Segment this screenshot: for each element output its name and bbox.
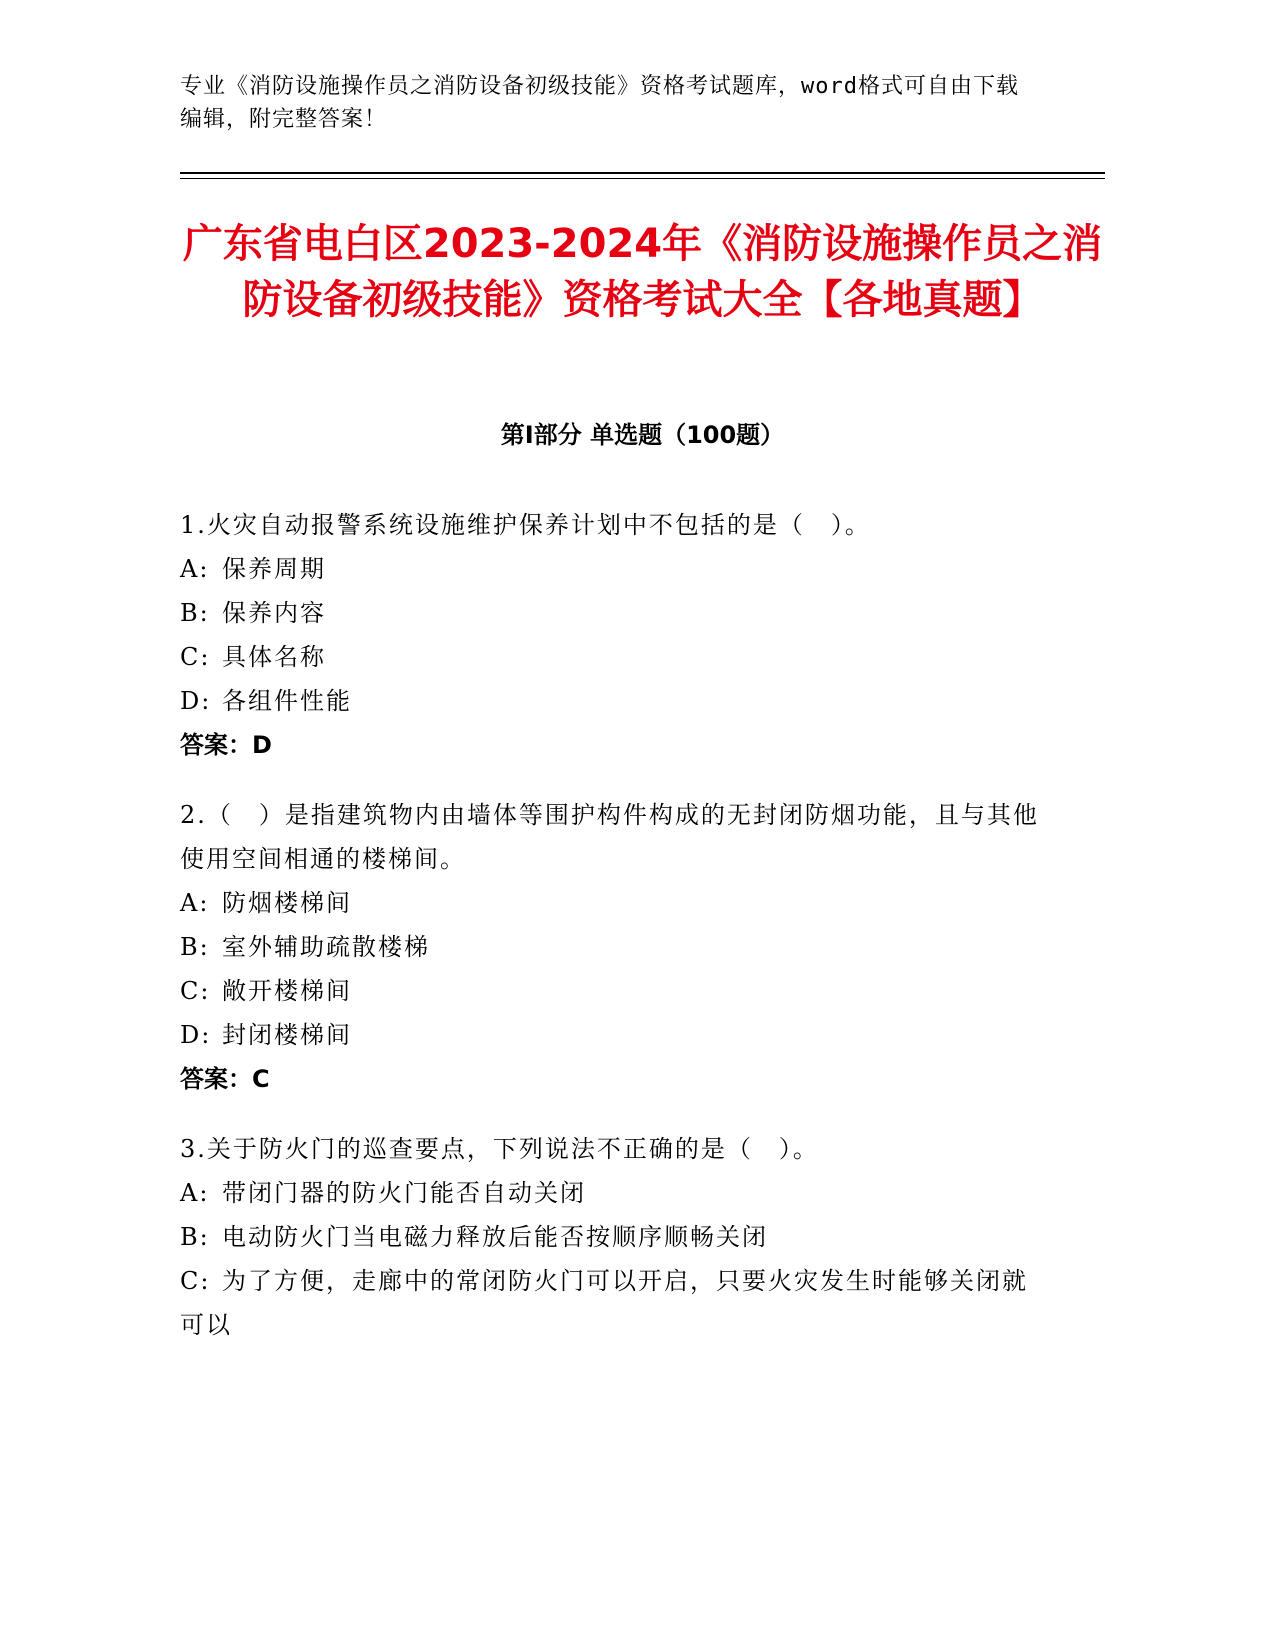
option-b [180,591,1040,635]
option-text: 室外辅助疏散楼梯 [222,933,430,961]
option-d [180,1013,1040,1057]
option-d [180,679,1040,723]
question-stem: 2.（ ）是指建筑物内由墙体等围护构件构成的无封闭防烟功能，且与其他使用空间相通的楼梯间。 [180,801,1039,873]
option-text: 保养内容 [222,599,326,627]
answer-line: 答案：D [180,731,272,759]
option-text: 保养周期 [222,555,326,583]
option-c [180,635,1040,679]
option-text: 具体名称 [222,643,326,671]
option-key: B: [180,1223,210,1251]
option-a [180,1171,1040,1215]
option-a [180,881,1040,925]
document-title: 广东省电白区2023-2024年《消防设施操作员之消防设备初级技能》资格考试大全【各地真题】 [182,221,1103,323]
header-divider-thick [180,172,1105,174]
option-text: 防烟楼梯间 [222,889,352,917]
question-2 [180,793,1040,1101]
option-text: 敞开楼梯间 [222,977,352,1005]
question-3 [180,1127,1040,1347]
question-stem: 1.火灾自动报警系统设施维护保养计划中不包括的是（ ）。 [180,511,871,539]
option-key: D: [180,687,212,715]
option-key: C: [180,977,211,1005]
option-key: D: [180,1021,212,1049]
option-a [180,547,1040,591]
question-1 [180,503,1040,767]
option-c [180,969,1040,1013]
option-key: C: [180,1267,211,1295]
answer-line: 答案：C [180,1065,270,1093]
question-stem: 3.关于防火门的巡查要点，下列说法不正确的是（ ）。 [180,1135,819,1163]
section-title: 第Ⅰ部分 单选题（100题） [500,421,785,449]
header-divider-thin [180,178,1105,179]
option-text: 各组件性能 [222,687,352,715]
option-text: 封闭楼梯间 [222,1021,352,1049]
option-key: B: [180,933,210,961]
option-key: A: [180,889,210,917]
option-key: A: [180,555,210,583]
header-note: 专业《消防设施操作员之消防设备初级技能》资格考试题库，word格式可自由下载编辑，附完整答案！ [180,74,1019,132]
option-b [180,925,1040,969]
option-key: A: [180,1179,210,1207]
option-text: 为了方便，走廊中的常闭防火门可以开启，只要火灾发生时能够关闭就可以 [180,1267,1028,1339]
option-key: B: [180,599,210,627]
option-c [180,1259,1040,1347]
option-text: 电动防火门当电磁力释放后能否按顺序顺畅关闭 [222,1223,768,1251]
question-list [180,503,1040,1373]
option-b [180,1215,1040,1259]
option-text: 带闭门器的防火门能否自动关闭 [222,1179,586,1207]
option-key: C: [180,643,211,671]
